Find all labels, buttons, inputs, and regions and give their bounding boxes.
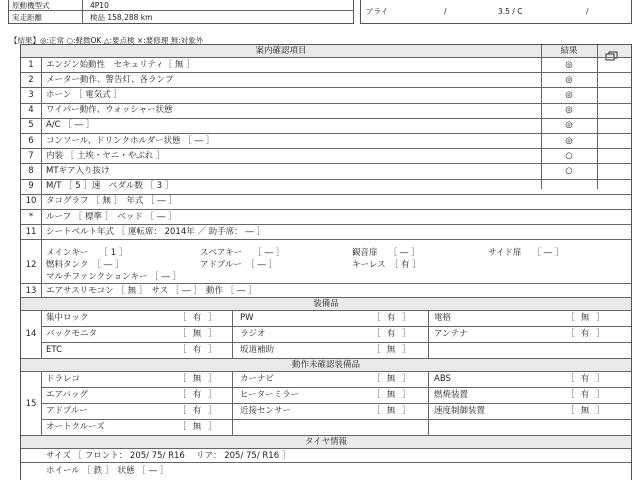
bracket-close: ］ <box>402 389 411 400</box>
equipment-name: 電格 <box>434 312 452 323</box>
grid-col-divider <box>428 310 429 358</box>
equipment-value: 有 <box>386 312 396 323</box>
alignment-label: アライ <box>366 7 389 16</box>
bracket-close: ］ <box>596 373 605 384</box>
row-line <box>21 224 631 225</box>
row-line <box>21 118 631 119</box>
row-result: ○ <box>565 150 573 161</box>
row-12-multifunction-key: マルチファンクションキー ［ ― ］ <box>46 272 182 282</box>
row-text: 内装 ［ 土埃・ヤニ・やぶれ ］ <box>46 150 165 161</box>
result-legend: 【結果】◎:正常 ○:軽微OK △:要点検 ×:要修理 無:対象外 <box>10 36 204 45</box>
num-col-divider <box>41 57 42 297</box>
inspection-header-line <box>21 57 631 58</box>
row-result: ◎ <box>565 59 573 70</box>
bracket-open: ［ <box>372 389 381 400</box>
row-text: ワイパー動作、ウォッシャー状態 <box>46 105 173 116</box>
bracket-close: ］ <box>208 373 217 384</box>
equipment-name: ドラレコ <box>46 373 81 384</box>
bracket-close: ］ <box>596 389 605 400</box>
bracket-open: ［ <box>372 344 381 355</box>
bracket-open: ［ <box>372 373 381 384</box>
equipment-name: アドブルー <box>46 405 88 416</box>
row-line <box>21 163 631 164</box>
row-line <box>21 179 631 180</box>
equipment-value: 有 <box>192 389 202 400</box>
tire-size-line <box>21 462 631 463</box>
equipment-name: バックモニタ <box>46 328 98 339</box>
row-result: ◎ <box>565 89 573 100</box>
equipment-value: 有 <box>386 328 396 339</box>
bracket-close: ］ <box>208 405 217 416</box>
bracket-open: ［ <box>566 328 575 339</box>
row-13-text: エアサスリモコン ［ 無 ］ サス ［ ― ］ 動作 ［ ― ］ <box>46 286 257 296</box>
equipment-num: 14 <box>25 329 37 339</box>
equipment-name: 坂道補助 <box>240 344 275 355</box>
row-line <box>21 209 631 210</box>
equipment-value: 無 <box>580 312 590 323</box>
unverified-num: 15 <box>25 399 37 409</box>
row-text: シートベルト年式 ［ 運転席： 2014年 ／ 助手席： ― ］ <box>46 226 266 237</box>
row-result: ○ <box>565 165 573 176</box>
equipment-value: 有 <box>192 344 202 355</box>
row-num: 9 <box>28 181 34 192</box>
row-12-rear-door: 観音扉 ［ ― ］ <box>352 248 420 258</box>
equipment-name: 集中ロック <box>46 312 89 323</box>
bracket-close: ］ <box>596 328 605 339</box>
equipment-name: 燃焼装置 <box>434 389 469 400</box>
row-result: ◎ <box>565 74 573 85</box>
alignment-slash-1: / <box>444 7 447 16</box>
bracket-open: ［ <box>566 312 575 323</box>
row-text: タコグラフ ［ 無 ］ 年式 ［ ― ］ <box>46 196 177 207</box>
tire-title: タイヤ情報 <box>304 437 348 447</box>
bracket-open: ［ <box>178 405 187 416</box>
row-result: ◎ <box>565 120 573 131</box>
bracket-close: ］ <box>208 312 217 323</box>
row-num: * <box>28 211 34 222</box>
unverified-header-line <box>21 371 631 372</box>
row-text: ホーン ［ 電気式 ］ <box>46 89 122 100</box>
tire-wheel: ホイール ［ 鉄 ］ 状態 ［ ― ］ <box>46 466 169 476</box>
equipment-value: 無 <box>580 405 590 416</box>
equipment-title: 装備品 <box>313 299 339 309</box>
row-line <box>21 103 631 104</box>
bracket-open: ［ <box>566 373 575 384</box>
equipment-name: PW <box>240 312 254 323</box>
bracket-close: ］ <box>596 312 605 323</box>
copy-icon[interactable] <box>605 46 619 56</box>
top-info-box <box>8 0 354 24</box>
equipment-name: カーナビ <box>240 373 275 384</box>
bracket-open: ［ <box>566 405 575 416</box>
row-num: 10 <box>25 196 37 207</box>
top-info-divider <box>82 0 83 24</box>
equipment-value: 無 <box>386 344 396 355</box>
bracket-open: ［ <box>178 312 187 323</box>
row-text: メーター動作、警告灯、各ランプ <box>46 74 174 85</box>
alignment-box <box>360 0 632 24</box>
mileage-label: 実走距離 <box>12 13 42 22</box>
equipment-value: 無 <box>386 389 396 400</box>
tire-header-line <box>21 448 631 449</box>
row-num: 4 <box>28 105 34 116</box>
row-text: エンジン始動性 セキュリティ［ 無 ］ <box>46 59 195 70</box>
row-12-num: 12 <box>25 260 37 270</box>
row-num: 8 <box>28 165 34 176</box>
equipment-num-divider <box>41 310 42 358</box>
equipment-value: 有 <box>580 328 590 339</box>
bracket-close: ］ <box>402 344 411 355</box>
mileage-value: 検品 158,288 km <box>90 13 153 22</box>
row-text: コンソール、ドリンクホルダー状態 ［ ― ］ <box>46 135 215 146</box>
alignment-slash-2: / <box>586 7 589 16</box>
grid-row-line <box>41 419 631 420</box>
equipment-name: ラジオ <box>240 328 266 339</box>
equipment-name: ヒーターミラー <box>240 389 300 400</box>
row-num: 1 <box>28 59 34 70</box>
bracket-close: ］ <box>596 405 605 416</box>
row-12-adblue: アドブルー ［ ― ］ <box>200 260 278 270</box>
equipment-name: アンテナ <box>434 328 468 339</box>
row-num: 2 <box>28 74 34 85</box>
alignment-value: 3.5 / C <box>498 7 523 16</box>
bracket-open: ［ <box>178 328 187 339</box>
bracket-close: ］ <box>208 328 217 339</box>
bracket-open: ［ <box>566 389 575 400</box>
equipment-value: 無 <box>386 373 396 384</box>
tire-size: サイズ ［ フロント： 205/ 75/ R16 リア： 205/ 75/ R16 ］ <box>46 451 291 461</box>
equipment-value: 有 <box>192 405 202 416</box>
row-12-keyless: キーレス ［ 有 ］ <box>352 260 421 270</box>
equipment-value: 無 <box>386 405 396 416</box>
result-header: 結果 <box>560 46 578 56</box>
equipment-value: 無 <box>192 373 202 384</box>
equipment-value: 無 <box>192 328 202 339</box>
grid-row-line <box>41 326 631 327</box>
equipment-value: 有 <box>192 312 202 323</box>
equipment-name: 速度制御装置 <box>434 405 486 416</box>
equipment-name: エアバッグ <box>46 389 88 400</box>
row-12-bottom-line <box>21 283 631 284</box>
grid-row-line <box>41 403 631 404</box>
row-12-spare-key: スペアキー ［ ― ］ <box>200 248 285 258</box>
row-result: ◎ <box>565 135 573 146</box>
bracket-open: ［ <box>178 421 187 432</box>
row-num: 7 <box>28 150 34 161</box>
row-text: MTギア入り抜け <box>46 165 110 176</box>
grid-row-line <box>41 342 631 343</box>
bracket-close: ］ <box>402 373 411 384</box>
bracket-close: ］ <box>402 312 411 323</box>
row-line <box>21 239 631 240</box>
bracket-close: ］ <box>208 421 217 432</box>
row-line <box>21 148 631 149</box>
bracket-open: ［ <box>178 344 187 355</box>
row-result: ◎ <box>565 105 573 116</box>
equipment-name: オートクルーズ <box>46 421 105 432</box>
row-12-fuel-tank: 燃料タンク ［ ― ］ <box>46 260 124 270</box>
unverified-title: 動作未確認装備品 <box>291 360 360 370</box>
bracket-open: ［ <box>178 373 187 384</box>
row-num: 6 <box>28 135 34 146</box>
bracket-close: ］ <box>208 389 217 400</box>
model-label: 原動機型式 <box>12 1 50 10</box>
equipment-name: 近接センサー <box>240 405 292 416</box>
grid-col-divider <box>232 310 233 358</box>
bracket-close: ］ <box>402 405 411 416</box>
row-13-num: 13 <box>25 286 37 296</box>
row-line <box>21 133 631 134</box>
equipment-value: 有 <box>580 389 590 400</box>
bracket-open: ［ <box>372 405 381 416</box>
row-num: 3 <box>28 89 34 100</box>
row-line <box>21 194 631 195</box>
grid-row-line <box>41 387 631 388</box>
equipment-value: 無 <box>192 421 202 432</box>
bracket-open: ［ <box>178 389 187 400</box>
top-info-row-line <box>8 10 354 11</box>
row-line <box>21 72 631 73</box>
equipment-name: ETC <box>46 344 62 355</box>
inspection-header-title: 案内確認項目 <box>255 46 307 56</box>
row-12-main-key: メインキー ［ 1 ］ <box>46 248 128 258</box>
row-num: 11 <box>25 226 37 237</box>
equipment-name: ABS <box>434 373 451 384</box>
model-value: 4P10 <box>90 1 109 10</box>
bracket-open: ［ <box>372 328 381 339</box>
row-text: M/T ［ 5 ］速 ペダル数 ［ 3 ］ <box>46 181 174 192</box>
row-line <box>21 87 631 88</box>
row-12-side-door: サイド扉 ［ ― ］ <box>488 248 564 258</box>
row-text: A/C ［ ― ］ <box>46 120 95 131</box>
bracket-close: ］ <box>402 328 411 339</box>
equipment-value: 有 <box>580 373 590 384</box>
equipment-header-line <box>21 310 631 311</box>
bracket-open: ［ <box>372 312 381 323</box>
row-text: ルーフ ［ 標準 ］ ベッド ［ ― ］ <box>46 211 177 222</box>
row-num: 5 <box>28 120 34 131</box>
bracket-close: ］ <box>208 344 217 355</box>
